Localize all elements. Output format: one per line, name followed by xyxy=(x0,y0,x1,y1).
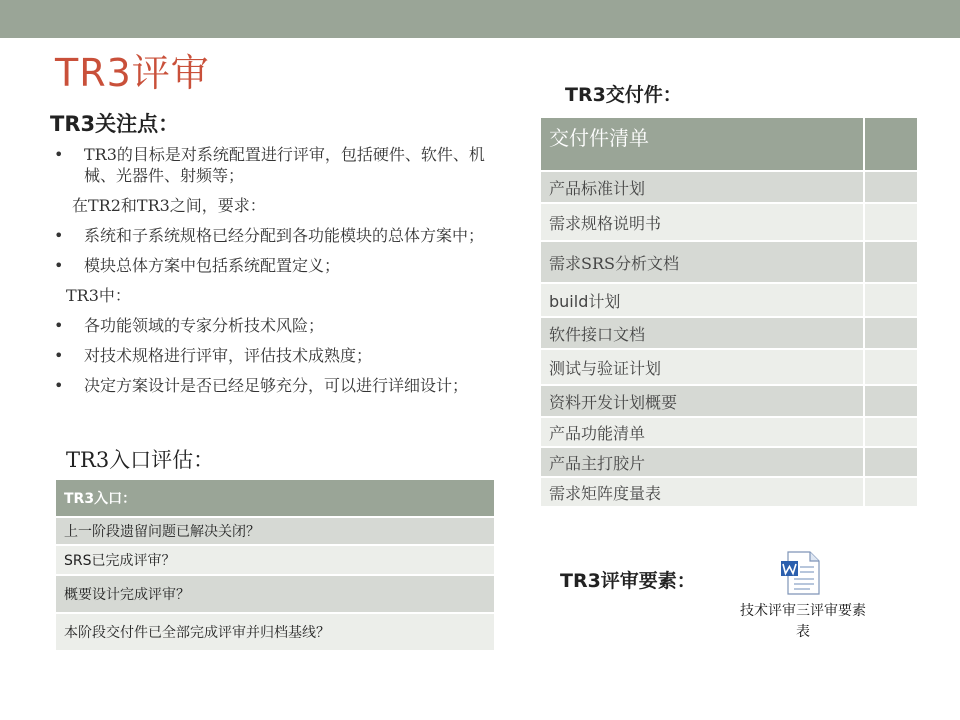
table-side-cell xyxy=(864,417,917,447)
focus-line xyxy=(50,144,510,186)
table-row xyxy=(56,545,494,575)
focus-line xyxy=(50,195,510,216)
table-cell: 产品功能清单 xyxy=(541,417,864,447)
focus-line xyxy=(50,225,510,246)
focus-line-text: 决定方案设计是否已经足够充分，可以进行详细设计； xyxy=(84,376,469,395)
focus-line xyxy=(50,255,510,276)
table-cell: 本阶段交付件已全部完成评审并归档基线？ xyxy=(56,613,494,651)
table-row xyxy=(541,349,917,385)
deliverables-heading: TR3交付件： xyxy=(565,84,682,106)
table-cell: 需求SRS分析文档 xyxy=(541,241,864,283)
focus-line xyxy=(50,285,510,306)
bullet-icon: • xyxy=(54,145,64,164)
table-side-cell xyxy=(864,171,917,203)
bullet-icon: • xyxy=(54,316,64,335)
bullet-icon: • xyxy=(54,376,64,395)
attachment-label[interactable]: 技术评审三评审要素表 xyxy=(740,603,866,640)
table-cell: 资料开发计划概要 xyxy=(541,385,864,417)
bullet-icon: • xyxy=(54,226,64,245)
focus-line xyxy=(50,345,510,366)
table-cell: 上一阶段遗留问题已解决关闭？ xyxy=(56,517,494,545)
focus-line-text: 模块总体方案中包括系统配置定义； xyxy=(84,256,341,275)
entry-table xyxy=(56,480,494,652)
elements-heading: TR3评审要素： xyxy=(560,570,696,592)
focus-line-text: 在TR2和TR3之间，要求： xyxy=(72,196,266,215)
table-cell: 软件接口文档 xyxy=(541,317,864,349)
top-accent-bar xyxy=(0,0,960,38)
focus-list xyxy=(50,144,510,405)
table-header-row xyxy=(541,118,917,171)
focus-heading: TR3关注点： xyxy=(50,112,180,136)
table-cell: 测试与验证计划 xyxy=(541,349,864,385)
table-row xyxy=(541,477,917,507)
table-row xyxy=(541,317,917,349)
table-cell: build计划 xyxy=(541,283,864,317)
table-side-cell xyxy=(864,477,917,507)
word-document-icon[interactable] xyxy=(780,551,820,595)
table-side-cell xyxy=(864,349,917,385)
bullet-icon: • xyxy=(54,256,64,275)
table-cell: 概要设计完成评审？ xyxy=(56,575,494,613)
focus-line-text: 各功能领域的专家分析技术风险； xyxy=(84,316,325,335)
deliverables-table xyxy=(541,118,917,508)
table-row xyxy=(56,613,494,651)
table-side-cell xyxy=(864,317,917,349)
table-cell: SRS已完成评审？ xyxy=(56,545,494,575)
table-header-cell: 交付件清单 xyxy=(541,118,864,171)
table-side-cell xyxy=(864,241,917,283)
table-row xyxy=(541,447,917,477)
table-header-row xyxy=(56,480,494,517)
table-side-cell xyxy=(864,283,917,317)
table-side-cell xyxy=(864,447,917,477)
table-side-cell xyxy=(864,203,917,241)
table-row xyxy=(541,171,917,203)
table-header-cell: TR3入口： xyxy=(56,480,494,517)
focus-line xyxy=(50,315,510,336)
table-row xyxy=(541,241,917,283)
table-row xyxy=(541,283,917,317)
entry-heading: TR3入口评估： xyxy=(66,448,215,472)
bullet-icon: • xyxy=(54,346,64,365)
table-row xyxy=(56,517,494,545)
table-cell: 需求矩阵度量表 xyxy=(541,477,864,507)
page-title: TR3评审 xyxy=(55,51,210,95)
table-cell: 产品标准计划 xyxy=(541,171,864,203)
table-row xyxy=(541,417,917,447)
focus-line-text: 系统和子系统规格已经分配到各功能模块的总体方案中； xyxy=(84,226,485,245)
focus-line xyxy=(50,375,510,396)
focus-line-text: TR3的目标是对系统配置进行评审，包括硬件、软件、机械、光器件、射频等； xyxy=(84,145,485,185)
focus-line-text: 对技术规格进行评审，评估技术成熟度； xyxy=(84,346,373,365)
table-row xyxy=(56,575,494,613)
table-header-side-cell xyxy=(864,118,917,171)
table-cell: 产品主打胶片 xyxy=(541,447,864,477)
table-row xyxy=(541,385,917,417)
table-row xyxy=(541,203,917,241)
focus-line-text: TR3中： xyxy=(66,286,131,305)
table-cell: 需求规格说明书 xyxy=(541,203,864,241)
table-side-cell xyxy=(864,385,917,417)
